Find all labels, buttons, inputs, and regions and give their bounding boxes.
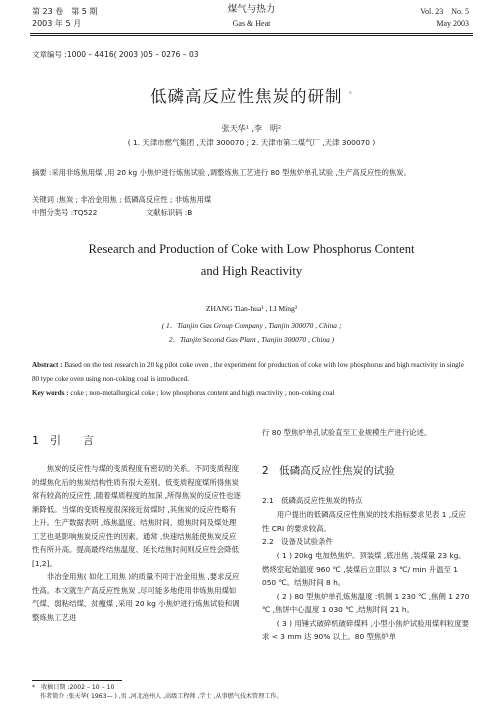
- footnote-rule: [32, 680, 122, 681]
- abstract-en: [32, 358, 472, 386]
- footnote-author-bio: 作者简介 :张天华( 1963— ) ,男 ,河北沧州人 ,高级工程师 ,学士 ,从事燃气技术管理工作。: [40, 693, 283, 700]
- title-note-marker: *: [348, 89, 353, 98]
- abstract-en-text: Based on the test research in 20 kg pilot coke oven , the experiment for production of coke with low phosphorus and high reactivity in single 80 type coke oven using non-coking coal is introduced.: [32, 361, 464, 383]
- keywords-cn: 关键词 :焦炭 ; 非冶金用焦 ; 低磷高反应性 ; 非炼焦用煤: [32, 195, 212, 204]
- authors-en: ZHANG Tian-hua¹ , LI Ming²: [205, 304, 298, 313]
- abstract-cn: 摘要 :采用非炼焦用煤 ,用 20 kg 小焦炉进行炼焦试验 ,调整炼焦工艺进行 80 型焦炉单孔试验 ,生产高反应性的焦炭。: [32, 168, 411, 177]
- intro-paragraph-2: 非冶金用焦( 如化工用焦 )的质量不同于冶金用焦 ,要求反应性高。本文就生产高反应性焦炭 ,尽可能多地使用非炼焦用煤如气煤、弱粘结煤、贫瘦煤 ,采用 20 kg 小焦炉进行炼焦试验和调整炼焦工艺进: [32, 572, 240, 622]
- issue-line: 第 23 卷 第 5 期: [32, 7, 98, 16]
- journal-name-en: Gas & Heat: [232, 19, 271, 28]
- volume-line: Vol. 23 No. 5: [420, 7, 469, 16]
- left-column-body: [32, 462, 242, 624]
- doc-code-cn: 文献标识码 :B: [146, 208, 193, 217]
- section2-heading: 2 低磷高反应性焦炭的试验: [262, 465, 395, 477]
- keywords-en-label: Key words :: [32, 389, 69, 397]
- affiliations-cn: ( 1. 天津市燃气集团 ,天津 300070 ; 2. 天津市第二煤气厂 ,天津 300070 ): [127, 138, 376, 147]
- journal-name-cn: 煤气与热力: [227, 4, 276, 15]
- intro-paragraph-1: 焦炭的反应性与煤的变质程度有密切的关系。不同变质程度的煤焦化后的焦炭结构性质有很大差别。低变质程度煤所得焦炭常有较高的反应性 ,随着煤质程度的加深 ,所得焦炭的反应性也逐渐降低。当煤的变质程度很深接近贫煤时 ,其焦炭的反应性略有上升。生产数据表明 ,炼焦温度、结焦时间、熄焦时间及煤处理工艺也是影响焦炭反应性的因素。通常 ,快速结焦能使焦炭反应性有所升高。提高最终结焦温度、延长结焦时间则反应性会降低[1,2]。: [32, 464, 241, 568]
- keywords-en-text: coke ; non-metallurgical coke ; low phosphorus content and high reactivity ; non-coking coal: [68, 389, 335, 397]
- header-rule-top: [30, 33, 473, 34]
- title-en-line2: and High Reactivity: [200, 264, 303, 278]
- classification-cn: 中图分类号 :TQ522: [32, 208, 98, 217]
- abstract-en-label: Abstract :: [32, 361, 63, 369]
- footnote-received: * 收稿日期 :2002 – 10 – 10: [32, 684, 115, 691]
- header-rule-bottom: [30, 35, 473, 36]
- affiliations-en-line1: ( 1．Tianjin Gas Group Company , Tianjin 300070 , China ;: [161, 321, 342, 330]
- subsection-2-2-list: [262, 549, 472, 644]
- condition-item-3: ( 3 ) 用锤式破碎机破碎煤料 ,小型小焦炉试验用煤料粒度要求 < 3 mm 达 90% 以上。80 型焦炉单: [262, 618, 469, 641]
- condition-item-1: ( 1 ) 20kg 电加热焦炉。顶装煤 ,底出焦 ,装煤量 23 kg。燃烧室起始温度 960 ℃ ,装煤后立即以 3 ℃/ min 升温至 1 050 ℃。结焦时间 8 h。: [262, 551, 466, 587]
- title-cn-text: 低磷高反应性焦炭的研制: [150, 87, 343, 106]
- keywords-en: [32, 386, 472, 400]
- affiliations-en-line2: 2．Tianjin Second Gas Plant , Tianjin 300070 , China ): [168, 335, 335, 344]
- title-en-line1: Research and Production of Coke with Low Phosphorus Content: [88, 242, 415, 256]
- issue-date: 2003 年 5 月: [32, 19, 82, 28]
- subsection-2-2-heading: 2.2 设备及试验条件: [262, 537, 333, 546]
- subsection-2-1-paragraph: 用户提出的低磷高反应性焦炭的技术指标要求见表 1 ,反应性 CRI 的要求较高。: [262, 510, 466, 533]
- title-cn: [0, 83, 503, 107]
- section1-heading: 1 引 言: [32, 434, 94, 447]
- condition-item-2: ( 2 ) 80 型焦炉单孔炼焦温度 :机侧 1 230 ℃ ,焦侧 1 270 ℃ ,焦饼中心温度 1 030 ℃ ,结焦时间 21 h。: [262, 591, 470, 614]
- authors-cn: 张天华¹ ,李 明²: [221, 124, 282, 133]
- subsection-2-1-heading: 2.1 低磷高反应性焦炭的特点: [262, 496, 363, 505]
- subsection-2-1-text: [262, 508, 472, 535]
- right-continuation: 行 80 型焦炉单孔试验直至工业规模生产进行论述。: [262, 428, 432, 437]
- article-id: 文章编号 :1000 – 4416( 2003 )05 – 0276 – 03: [32, 50, 199, 59]
- date-line: May 2003: [436, 19, 469, 28]
